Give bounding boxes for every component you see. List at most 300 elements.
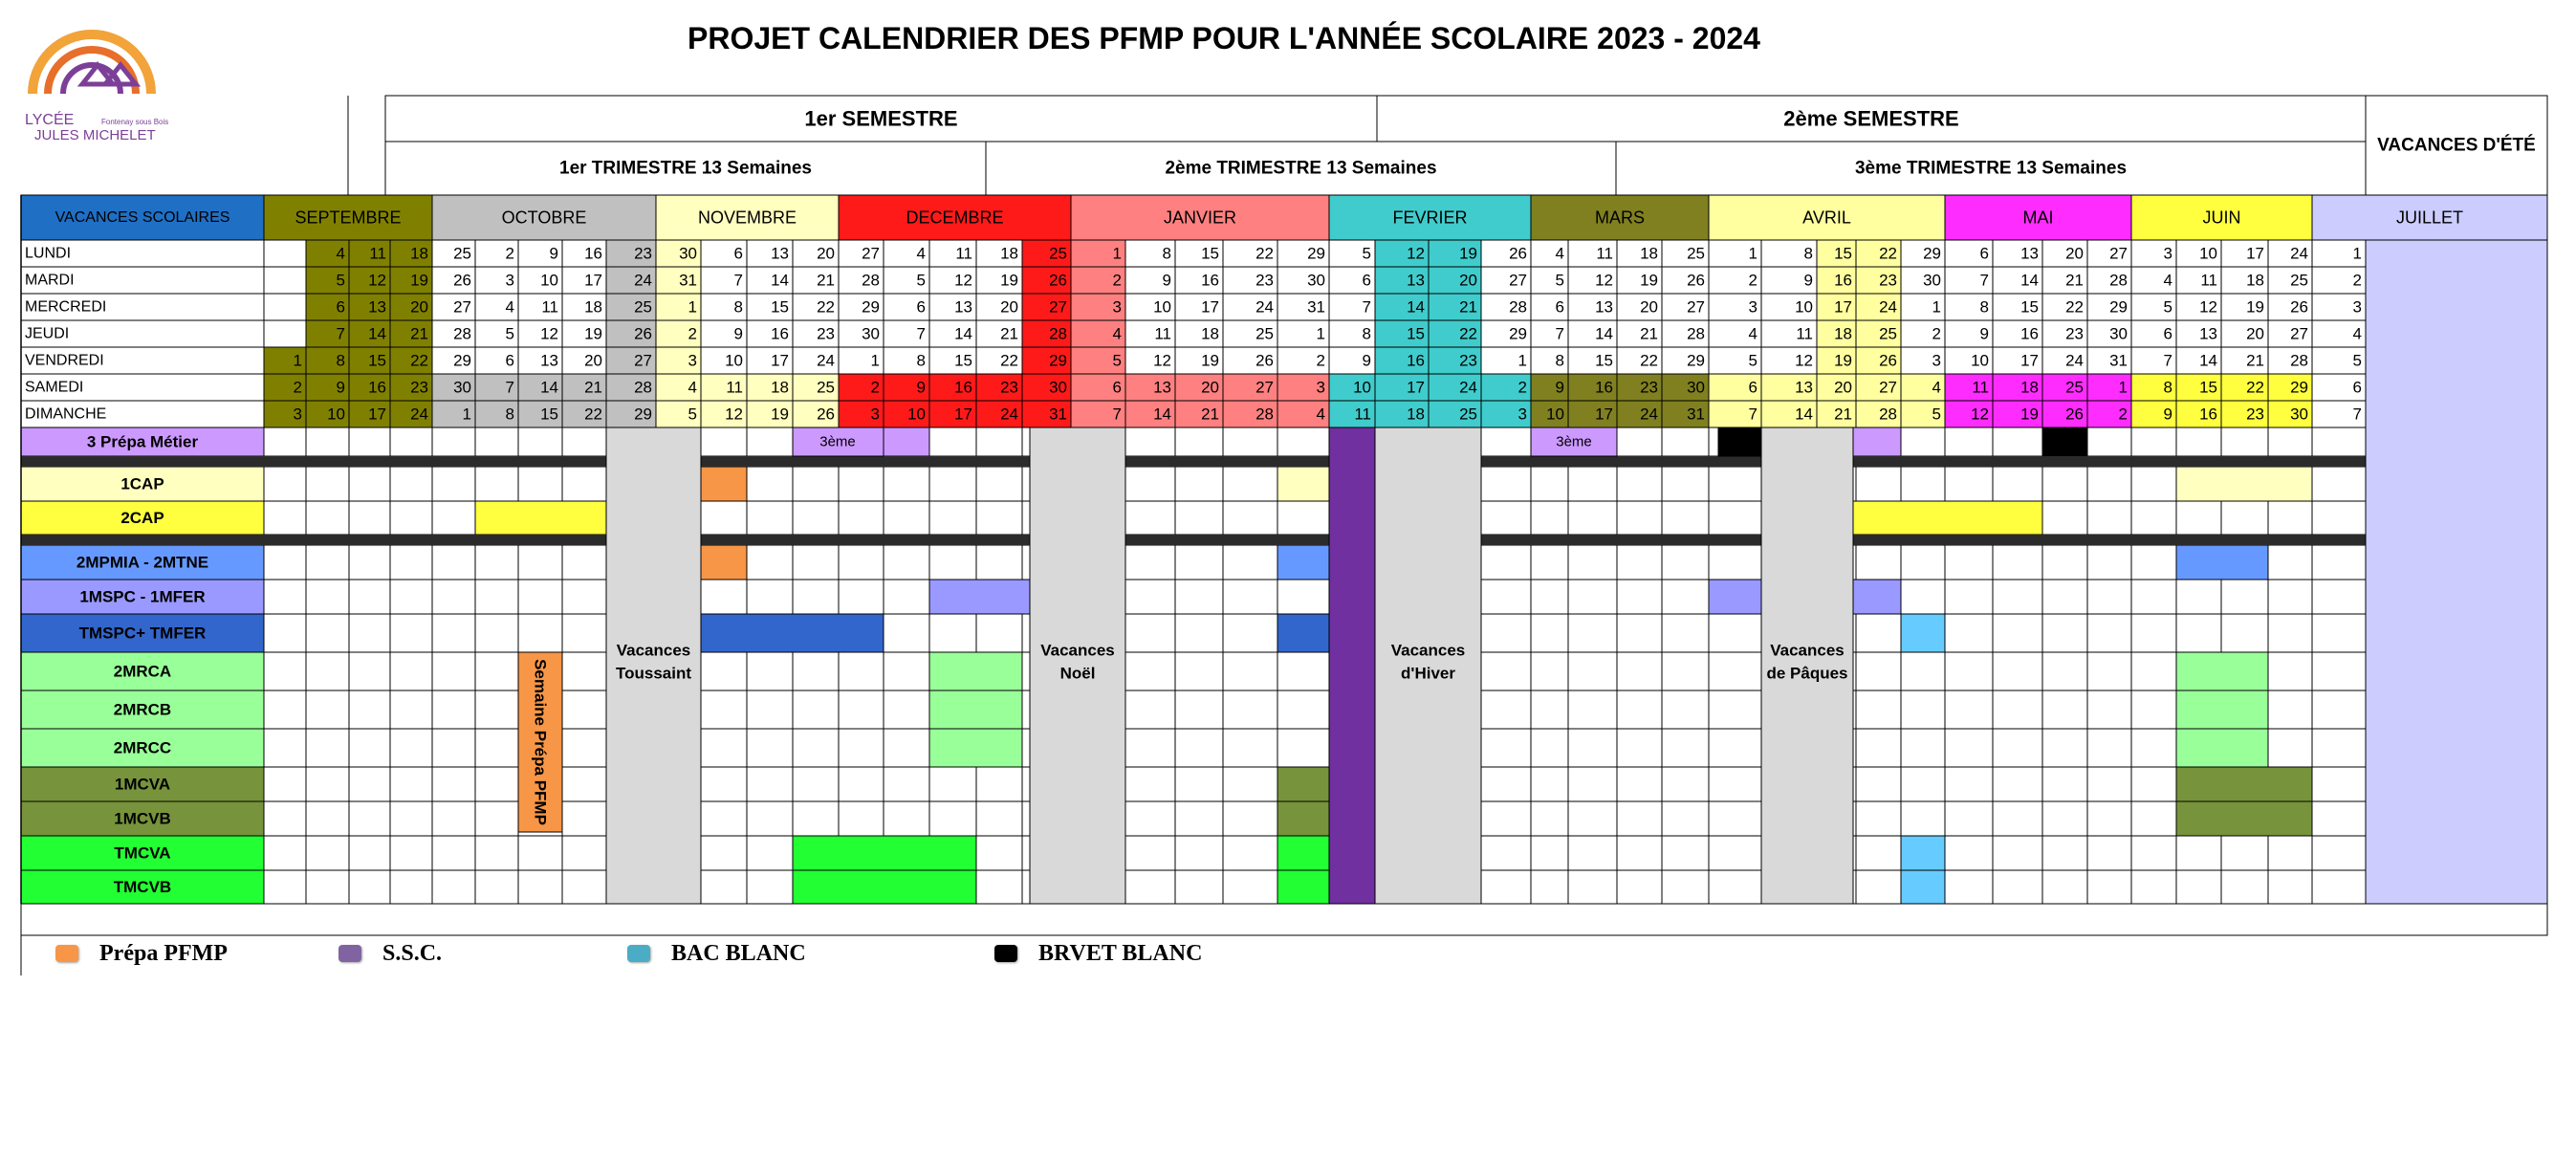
- day-number-3-35: 2: [1932, 324, 1941, 343]
- class-cell-8-5: [475, 729, 518, 767]
- class-fill-8-1: [2176, 729, 2268, 767]
- logo-line2: JULES MICHELET: [34, 127, 156, 143]
- class-cell-7-11: [747, 690, 793, 729]
- class-cell-2-40: [2131, 501, 2176, 535]
- weekday-label-4: VENDREDI: [25, 352, 104, 369]
- day-number-0-11: 13: [771, 244, 789, 263]
- day-number-0-44: 1: [2352, 244, 2362, 263]
- class-cell-10-10: [701, 801, 747, 836]
- day-number-5-8: 28: [634, 378, 652, 397]
- day-number-3-36: 9: [1979, 324, 1989, 343]
- class-cell-6-26: [1481, 652, 1531, 690]
- class-cell-9-37: [1993, 767, 2042, 801]
- class-cell-2-12: [793, 501, 839, 535]
- class-cell-10-38: [2042, 801, 2087, 836]
- class-cell-0-44: [2312, 427, 2366, 456]
- class-cell-9-31: [1709, 767, 1761, 801]
- month-label-avril: AVRIL: [1802, 208, 1851, 228]
- class-cell-6-0: [264, 652, 306, 690]
- class-cell-12-31: [1709, 870, 1761, 904]
- month-label-fevrier: FEVRIER: [1392, 208, 1468, 228]
- class-cell-5-44: [2312, 614, 2366, 652]
- class-cell-4-44: [2312, 580, 2366, 614]
- class-cell-10-36: [1945, 801, 1993, 836]
- day-number-6-4: 1: [462, 405, 471, 424]
- class-cell-11-43: [2268, 836, 2312, 870]
- class-cell-1-39: [2087, 467, 2131, 501]
- troisieme-label-1: 3ème: [819, 433, 856, 450]
- class-cell-6-43: [2268, 652, 2312, 690]
- day-number-3-9: 2: [688, 324, 697, 343]
- class-cell-11-1: [306, 836, 349, 870]
- day-number-4-32: 12: [1795, 351, 1813, 370]
- day-number-5-0: 2: [293, 378, 302, 397]
- class-cell-12-16: [976, 870, 1022, 904]
- day-number-1-9: 31: [679, 271, 697, 290]
- class-cell-9-27: [1531, 767, 1568, 801]
- day-number-4-0: 1: [293, 351, 302, 370]
- class-cell-0-26: [1481, 427, 1531, 456]
- class-cell-12-21: [1223, 870, 1277, 904]
- class-cell-11-5: [475, 836, 518, 870]
- month-label-mai: MAI: [2022, 208, 2054, 228]
- class-cell-10-7: [562, 801, 606, 836]
- class-cell-0-29: [1617, 427, 1662, 456]
- class-cell-8-27: [1531, 729, 1568, 767]
- class-cell-2-15: [929, 501, 976, 535]
- day-number-1-35: 30: [1923, 271, 1941, 290]
- class-cell-4-38: [2042, 580, 2087, 614]
- class-cell-0-37: [1993, 427, 2042, 456]
- class-cell-7-21: [1223, 690, 1277, 729]
- class-cell-7-38: [2042, 690, 2087, 729]
- month-label-juillet: JUILLET: [2395, 208, 2464, 228]
- day-number-0-25: 19: [1459, 244, 1477, 263]
- class-cell-12-39: [2087, 870, 2131, 904]
- day-number-6-12: 26: [817, 405, 835, 424]
- class-cell-2-27: [1531, 501, 1568, 535]
- class-cell-10-21: [1223, 801, 1277, 836]
- day-number-6-3: 24: [410, 405, 428, 424]
- class-cell-2-41: [2176, 501, 2221, 535]
- day-number-3-14: 7: [916, 324, 926, 343]
- day-number-4-27: 8: [1555, 351, 1564, 370]
- class-cell-1-2: [349, 467, 390, 501]
- class-cell-11-26: [1481, 836, 1531, 870]
- class-cell-8-26: [1481, 729, 1531, 767]
- class-fill-7-0: [929, 690, 1022, 729]
- separator-bar-1: [21, 535, 2366, 545]
- class-cell-1-6: [518, 467, 562, 501]
- class-cell-0-30: [1662, 427, 1709, 456]
- class-cell-4-20: [1175, 580, 1223, 614]
- day-number-4-10: 10: [725, 351, 743, 370]
- class-cell-11-42: [2221, 836, 2268, 870]
- class-cell-5-15: [929, 614, 976, 652]
- class-cell-1-16: [976, 467, 1022, 501]
- day-number-2-22: 31: [1307, 297, 1325, 317]
- day-number-2-44: 3: [2352, 297, 2362, 317]
- day-number-0-10: 6: [733, 244, 743, 263]
- class-cell-12-34: [1856, 870, 1901, 904]
- day-number-0-29: 18: [1640, 244, 1658, 263]
- day-number-6-26: 3: [1517, 405, 1527, 424]
- class-cell-7-3: [390, 690, 432, 729]
- day-number-6-41: 16: [2199, 405, 2217, 424]
- day-number-3-3: 21: [410, 324, 428, 343]
- class-cell-1-5: [475, 467, 518, 501]
- class-cell-11-41: [2176, 836, 2221, 870]
- class-cell-5-6: [518, 614, 562, 652]
- class-cell-5-36: [1945, 614, 1993, 652]
- class-cell-10-40: [2131, 801, 2176, 836]
- class-cell-12-6: [518, 870, 562, 904]
- class-cell-7-22: [1277, 690, 1329, 729]
- day-number-3-42: 20: [2246, 324, 2264, 343]
- day-number-2-35: 1: [1932, 297, 1941, 317]
- class-cell-8-38: [2042, 729, 2087, 767]
- class-cell-3-28: [1568, 545, 1617, 580]
- class-cell-10-37: [1993, 801, 2042, 836]
- day-number-6-39: 2: [2118, 405, 2128, 424]
- class-cell-6-11: [747, 652, 793, 690]
- class-cell-8-31: [1709, 729, 1761, 767]
- class-cell-6-10: [701, 652, 747, 690]
- class-cell-3-26: [1481, 545, 1531, 580]
- class-cell-7-13: [839, 690, 884, 729]
- day-number-1-34: 23: [1879, 271, 1897, 290]
- day-number-3-34: 25: [1879, 324, 1897, 343]
- class-cell-2-16: [976, 501, 1022, 535]
- class-cell-3-0: [264, 545, 306, 580]
- class-cell-2-14: [884, 501, 929, 535]
- class-cell-1-4: [432, 467, 475, 501]
- class-cell-3-11: [747, 545, 793, 580]
- class-cell-5-39: [2087, 614, 2131, 652]
- day-number-3-8: 26: [634, 324, 652, 343]
- day-number-0-39: 27: [2109, 244, 2128, 263]
- class-cell-8-43: [2268, 729, 2312, 767]
- class-fill-12-0: [793, 870, 976, 904]
- class-cell-10-28: [1568, 801, 1617, 836]
- class-cell-11-21: [1223, 836, 1277, 870]
- day-number-3-17: 28: [1049, 324, 1067, 343]
- weekday-label-3: JEUDI: [25, 325, 70, 342]
- day-number-1-3: 19: [410, 271, 428, 290]
- class-cell-7-14: [884, 690, 929, 729]
- weekday-label-6: DIMANCHE: [25, 405, 107, 423]
- day-number-2-1: 6: [336, 297, 345, 317]
- class-cell-4-22: [1277, 580, 1329, 614]
- day-number-6-2: 17: [368, 405, 386, 424]
- class-cell-1-7: [562, 467, 606, 501]
- class-cell-8-1: [306, 729, 349, 767]
- day-number-5-12: 25: [817, 378, 835, 397]
- class-cell-12-3: [390, 870, 432, 904]
- class-cell-9-4: [432, 767, 475, 801]
- day-number-0-23: 5: [1362, 244, 1371, 263]
- class-cell-6-39: [2087, 652, 2131, 690]
- class-cell-5-27: [1531, 614, 1568, 652]
- class-name-10: 1MCVB: [114, 809, 171, 828]
- class-cell-8-44: [2312, 729, 2366, 767]
- day-number-1-32: 9: [1803, 271, 1813, 290]
- class-cell-9-0: [264, 767, 306, 801]
- legend-prepa-swatch: [55, 945, 78, 962]
- day-number-5-16: 23: [1000, 378, 1018, 397]
- class-cell-3-1: [306, 545, 349, 580]
- class-cell-6-40: [2131, 652, 2176, 690]
- class-cell-4-35: [1901, 580, 1945, 614]
- day-number-6-16: 24: [1000, 405, 1018, 424]
- class-fill-0-1: [884, 427, 929, 456]
- class-cell-5-41: [2176, 614, 2221, 652]
- class-cell-9-11: [747, 767, 793, 801]
- class-cell-4-10: [701, 580, 747, 614]
- class-cell-8-39: [2087, 729, 2131, 767]
- class-cell-2-1: [306, 501, 349, 535]
- class-cell-3-38: [2042, 545, 2087, 580]
- day-number-3-31: 4: [1748, 324, 1757, 343]
- class-cell-6-29: [1617, 652, 1662, 690]
- class-cell-4-3: [390, 580, 432, 614]
- class-cell-6-28: [1568, 652, 1617, 690]
- day-number-4-24: 16: [1407, 351, 1425, 370]
- day-number-3-44: 4: [2352, 324, 2362, 343]
- day-number-0-26: 26: [1509, 244, 1527, 263]
- class-cell-9-1: [306, 767, 349, 801]
- day-number-0-37: 13: [2020, 244, 2039, 263]
- class-cell-4-4: [432, 580, 475, 614]
- legend-bac-label: BAC BLANC: [671, 940, 806, 966]
- class-cell-7-0: [264, 690, 306, 729]
- day-number-2-37: 15: [2020, 297, 2039, 317]
- day-number-4-40: 7: [2163, 351, 2172, 370]
- class-cell-0-15: [929, 427, 976, 456]
- day-number-5-32: 13: [1795, 378, 1813, 397]
- holiday-label-2-line2: d'Hiver: [1401, 664, 1455, 683]
- day-number-1-33: 16: [1834, 271, 1852, 290]
- day-number-5-11: 18: [771, 378, 789, 397]
- class-cell-12-36: [1945, 870, 1993, 904]
- day-number-4-42: 21: [2246, 351, 2264, 370]
- class-cell-3-37: [1993, 545, 2042, 580]
- class-name-2: 2CAP: [120, 509, 164, 527]
- day-number-5-42: 22: [2246, 378, 2264, 397]
- day-number-1-8: 24: [634, 271, 652, 290]
- day-number-2-32: 10: [1795, 297, 1813, 317]
- day-number-5-17: 30: [1049, 378, 1067, 397]
- class-cell-9-28: [1568, 767, 1617, 801]
- holiday-label-3-line2: de Pâques: [1766, 664, 1848, 683]
- class-cell-5-30: [1662, 614, 1709, 652]
- day-number-1-27: 5: [1555, 271, 1564, 290]
- class-cell-11-4: [432, 836, 475, 870]
- class-cell-0-19: [1125, 427, 1175, 456]
- day-number-4-35: 3: [1932, 351, 1941, 370]
- class-cell-5-5: [475, 614, 518, 652]
- day-number-5-28: 16: [1595, 378, 1613, 397]
- class-fill-3-0: [701, 545, 747, 580]
- class-cell-9-5: [475, 767, 518, 801]
- class-cell-3-14: [884, 545, 929, 580]
- class-cell-2-3: [390, 501, 432, 535]
- class-cell-3-7: [562, 545, 606, 580]
- class-cell-12-7: [562, 870, 606, 904]
- class-cell-4-2: [349, 580, 390, 614]
- day-number-5-33: 20: [1834, 378, 1852, 397]
- month-label-juin: JUIN: [2202, 208, 2241, 228]
- class-cell-11-36: [1945, 836, 1993, 870]
- class-cell-1-30: [1662, 467, 1709, 501]
- class-cell-10-14: [884, 801, 929, 836]
- day-number-0-7: 16: [584, 244, 602, 263]
- day-number-6-20: 21: [1201, 405, 1219, 424]
- day-number-2-25: 21: [1459, 297, 1477, 317]
- day-number-3-11: 16: [771, 324, 789, 343]
- class-cell-9-16: [976, 767, 1022, 801]
- class-cell-5-28: [1568, 614, 1617, 652]
- class-cell-10-0: [264, 801, 306, 836]
- day-number-2-5: 4: [505, 297, 514, 317]
- class-cell-8-29: [1617, 729, 1662, 767]
- day-number-4-34: 26: [1879, 351, 1897, 370]
- class-cell-5-1: [306, 614, 349, 652]
- day-number-6-17: 31: [1049, 405, 1067, 424]
- day-number-3-27: 7: [1555, 324, 1564, 343]
- day-number-6-29: 24: [1640, 405, 1658, 424]
- ssc-column: [1329, 427, 1375, 904]
- class-cell-11-20: [1175, 836, 1223, 870]
- day-number-3-33: 18: [1834, 324, 1852, 343]
- day-number-2-28: 13: [1595, 297, 1613, 317]
- class-cell-2-20: [1175, 501, 1223, 535]
- class-cell-4-5: [475, 580, 518, 614]
- day-number-6-23: 11: [1354, 405, 1371, 424]
- class-cell-11-28: [1568, 836, 1617, 870]
- day-number-4-20: 19: [1201, 351, 1219, 370]
- day-number-1-36: 7: [1979, 271, 1989, 290]
- footer-row: [21, 904, 2547, 935]
- class-cell-5-2: [349, 614, 390, 652]
- day-number-1-7: 17: [584, 271, 602, 290]
- day-number-5-36: 11: [1972, 378, 1989, 397]
- day-number-2-42: 19: [2246, 297, 2264, 317]
- class-cell-5-42: [2221, 614, 2268, 652]
- class-cell-4-14: [884, 580, 929, 614]
- class-cell-6-36: [1945, 652, 1993, 690]
- class-cell-10-29: [1617, 801, 1662, 836]
- class-cell-2-26: [1481, 501, 1531, 535]
- day-number-6-1: 10: [327, 405, 345, 424]
- class-cell-5-20: [1175, 614, 1223, 652]
- class-cell-3-21: [1223, 545, 1277, 580]
- class-cell-9-12: [793, 767, 839, 801]
- day-number-6-15: 17: [954, 405, 972, 424]
- day-number-4-5: 6: [505, 351, 514, 370]
- day-number-1-2: 12: [368, 271, 386, 290]
- class-cell-2-4: [432, 501, 475, 535]
- day-number-1-12: 21: [817, 271, 835, 290]
- day-number-0-41: 10: [2199, 244, 2217, 263]
- day-number-6-7: 22: [584, 405, 602, 424]
- day-number-3-13: 30: [862, 324, 880, 343]
- class-cell-3-3: [390, 545, 432, 580]
- class-cell-2-30: [1662, 501, 1709, 535]
- day-number-0-1: 4: [336, 244, 345, 263]
- class-cell-2-28: [1568, 501, 1617, 535]
- class-cell-1-0: [264, 467, 306, 501]
- day-number-0-38: 20: [2065, 244, 2084, 263]
- day-number-2-43: 26: [2290, 297, 2308, 317]
- class-cell-4-41: [2176, 580, 2221, 614]
- holiday-label-3-line1: Vacances: [1770, 641, 1845, 660]
- day-number-6-43: 30: [2290, 405, 2308, 424]
- day-number-2-36: 8: [1979, 297, 1989, 317]
- class-cell-2-2: [349, 501, 390, 535]
- day-number-2-4: 27: [453, 297, 471, 317]
- day-number-0-20: 15: [1201, 244, 1219, 263]
- day-number-1-22: 30: [1307, 271, 1325, 290]
- class-cell-9-44: [2312, 767, 2366, 801]
- class-cell-1-34: [1856, 467, 1901, 501]
- day-number-3-6: 12: [540, 324, 558, 343]
- semester-label-1: 1er SEMESTRE: [804, 106, 958, 131]
- class-cell-2-43: [2268, 501, 2312, 535]
- day-number-3-43: 27: [2290, 324, 2308, 343]
- day-number-1-14: 5: [916, 271, 926, 290]
- day-number-3-2: 14: [368, 324, 386, 343]
- class-name-4: 1MSPC - 1MFER: [79, 587, 206, 606]
- class-cell-8-30: [1662, 729, 1709, 767]
- legend-brevet-swatch: [994, 945, 1017, 962]
- day-number-5-7: 21: [584, 378, 602, 397]
- day-number-1-21: 23: [1255, 271, 1274, 290]
- class-name-8: 2MRCC: [113, 738, 172, 757]
- class-cell-9-2: [349, 767, 390, 801]
- day-number-4-31: 5: [1748, 351, 1757, 370]
- class-cell-11-0: [264, 836, 306, 870]
- day-number-0-15: 11: [955, 244, 972, 263]
- day-number-2-10: 8: [733, 297, 743, 317]
- class-name-7: 2MRCB: [113, 700, 172, 719]
- day-number-5-34: 27: [1879, 378, 1897, 397]
- day-number-1-37: 14: [2020, 271, 2039, 290]
- legend-prepa-label: Prépa PFMP: [99, 940, 228, 966]
- class-cell-4-39: [2087, 580, 2131, 614]
- class-cell-12-2: [349, 870, 390, 904]
- class-cell-3-4: [432, 545, 475, 580]
- class-cell-9-30: [1662, 767, 1709, 801]
- day-number-6-5: 8: [505, 405, 514, 424]
- day-number-1-6: 10: [540, 271, 558, 290]
- day-number-1-4: 26: [453, 271, 471, 290]
- day-number-4-25: 23: [1459, 351, 1477, 370]
- class-cell-4-29: [1617, 580, 1662, 614]
- class-cell-10-1: [306, 801, 349, 836]
- day-number-2-12: 22: [817, 297, 835, 317]
- class-cell-5-29: [1617, 614, 1662, 652]
- day-number-4-33: 19: [1834, 351, 1852, 370]
- day-number-3-25: 22: [1459, 324, 1477, 343]
- day-number-2-27: 6: [1555, 297, 1564, 317]
- class-cell-1-29: [1617, 467, 1662, 501]
- class-cell-8-7: [562, 729, 606, 767]
- class-cell-8-37: [1993, 729, 2042, 767]
- class-cell-5-37: [1993, 614, 2042, 652]
- class-cell-0-11: [747, 427, 793, 456]
- separator-bar-0: [21, 456, 2366, 467]
